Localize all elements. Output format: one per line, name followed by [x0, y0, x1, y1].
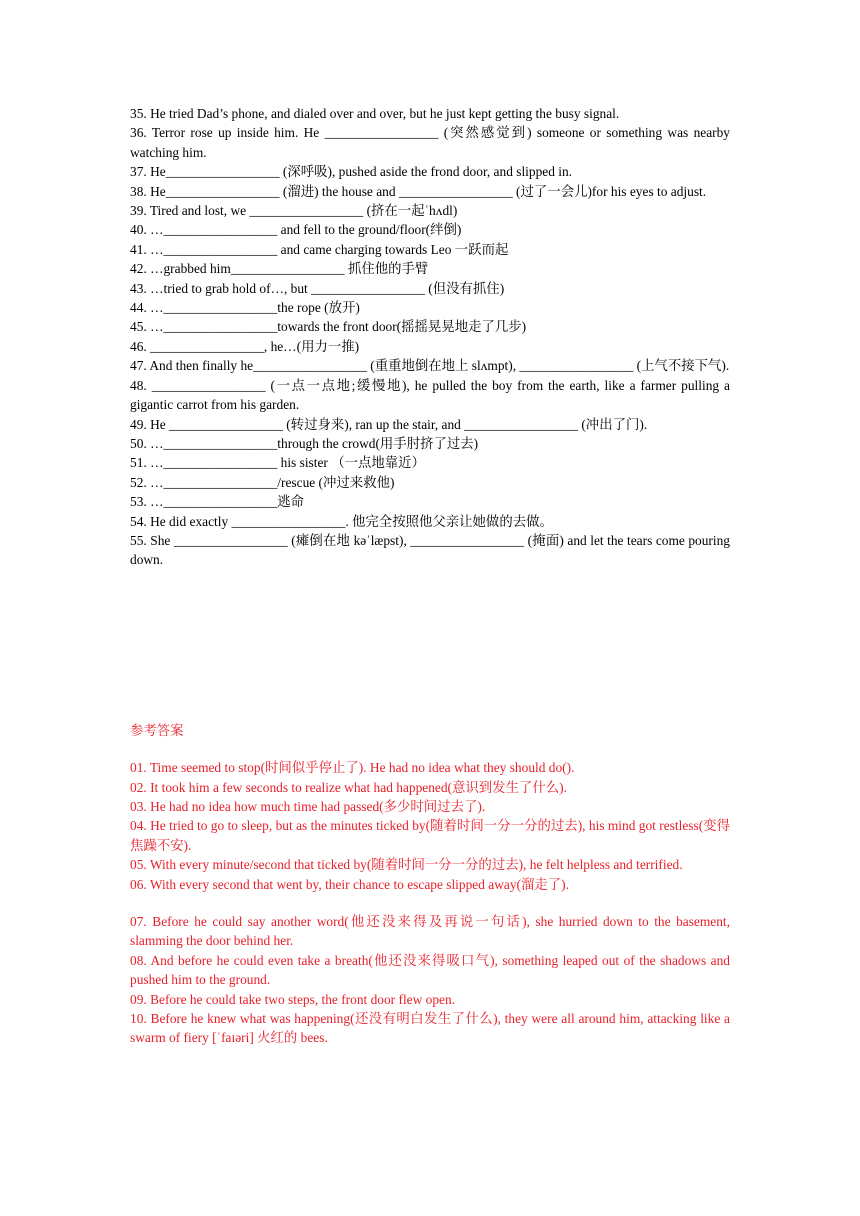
answer-02: 02. It took him a few seconds to realize what had happened(意识到发生了什么). [130, 779, 567, 795]
question-45: 45. …_________________towards the front door(摇摇晃晃地走了几步) [130, 319, 527, 335]
question-48: 48. _________________ (一点一点地;缓慢地), he pulled the boy from the earth, like a farmer pulling a gigantic carrot from his garden. [130, 377, 730, 413]
answers-group-2 [130, 912, 730, 1048]
gap [130, 894, 730, 912]
question-55: 55. She _________________ (瘫倒在地 kəˈlæpst), _________________ (掩面) and let the tears come pouring down. [130, 532, 730, 568]
answer-10: 10. Before he knew what was happening(还没有明白发生了什么), they were all around him, attacking like a swarm of fiery [ˈfaɪəri] 火红的 bees. [130, 1011, 730, 1046]
question-43: 43. …tried to grab hold of…, but _________________ (但没有抓住) [130, 280, 505, 296]
answers-group-1 [130, 758, 730, 894]
question-39: 39. Tired and lost, we _________________ (挤在一起ˈhʌdl) [130, 203, 458, 219]
question-54: 54. He did exactly _________________. 他完全按照他父亲让她做的去做。 [130, 513, 553, 529]
answer-01: 01. Time seemed to stop(时间似乎停止了). He had no idea what they should do(). [130, 760, 575, 776]
question-50: 50. …_________________through the crowd(用手肘挤了过去) [130, 435, 479, 451]
question-41: 41. …_________________ and came charging towards Leo 一跃而起 [130, 241, 509, 257]
question-36: 36. Terror rose up inside him. He _________________ (突然感觉到) someone or something was nearby watching him. [130, 125, 730, 160]
question-list [130, 104, 730, 570]
question-40: 40. …_________________ and fell to the ground/floor(绊倒) [130, 222, 462, 238]
answer-06: 06. With every second that went by, their chance to escape slipped away(溜走了). [130, 876, 569, 892]
gap [130, 740, 730, 758]
answer-03: 03. He had no idea how much time had passed(多少时间过去了). [130, 798, 486, 814]
question-38: 38. He_________________ (溜进) the house and _________________ (过了一会儿)for his eyes to adjust. [130, 183, 707, 199]
blank-space [130, 570, 730, 720]
answer-08: 08. And before he could even take a breath(他还没来得吸口气), something leaped out of the shadows and pushed him to the ground. [130, 952, 730, 988]
question-52: 52. …_________________/rescue (冲过来救他) [130, 474, 395, 490]
question-42: 42. …grabbed him_________________ 抓住他的手臂 [130, 261, 429, 277]
worksheet-page [130, 104, 730, 1048]
answer-09: 09. Before he could take two steps, the front door flew open. [130, 991, 456, 1007]
question-53: 53. …_________________逃命 [130, 494, 305, 510]
answers-heading: 参考答案 [130, 722, 184, 738]
question-49: 49. He _________________ (转过身来), ran up the stair, and _________________ (冲出了门). [130, 416, 648, 432]
question-46: 46. _________________, he…(用力一推) [130, 338, 360, 354]
question-44: 44. …_________________the rope (放开) [130, 300, 360, 316]
question-37: 37. He_________________ (深呼吸), pushed aside the frond door, and slipped in. [130, 164, 573, 180]
answer-04: 04. He tried to go to sleep, but as the minutes ticked by(随着时间一分一分的过去), his mind got restless(变得焦躁不安). [130, 818, 730, 853]
question-35: 35. He tried Dad’s phone, and dialed over and over, but he just kept getting the busy signal. [130, 106, 620, 121]
answer-05: 05. With every minute/second that ticked by(随着时间一分一分的过去), he felt helpless and terrified. [130, 857, 683, 873]
answer-07: 07. Before he could say another word(他还没来得及再说一句话), she hurried down to the basement, slamming the door behind her. [130, 914, 730, 949]
question-51: 51. …_________________ his sister （一点地靠近） [130, 455, 425, 471]
question-47: 47. And then finally he_________________ (重重地倒在地上 slʌmpt), _________________ (上气不接下气). [130, 358, 730, 374]
